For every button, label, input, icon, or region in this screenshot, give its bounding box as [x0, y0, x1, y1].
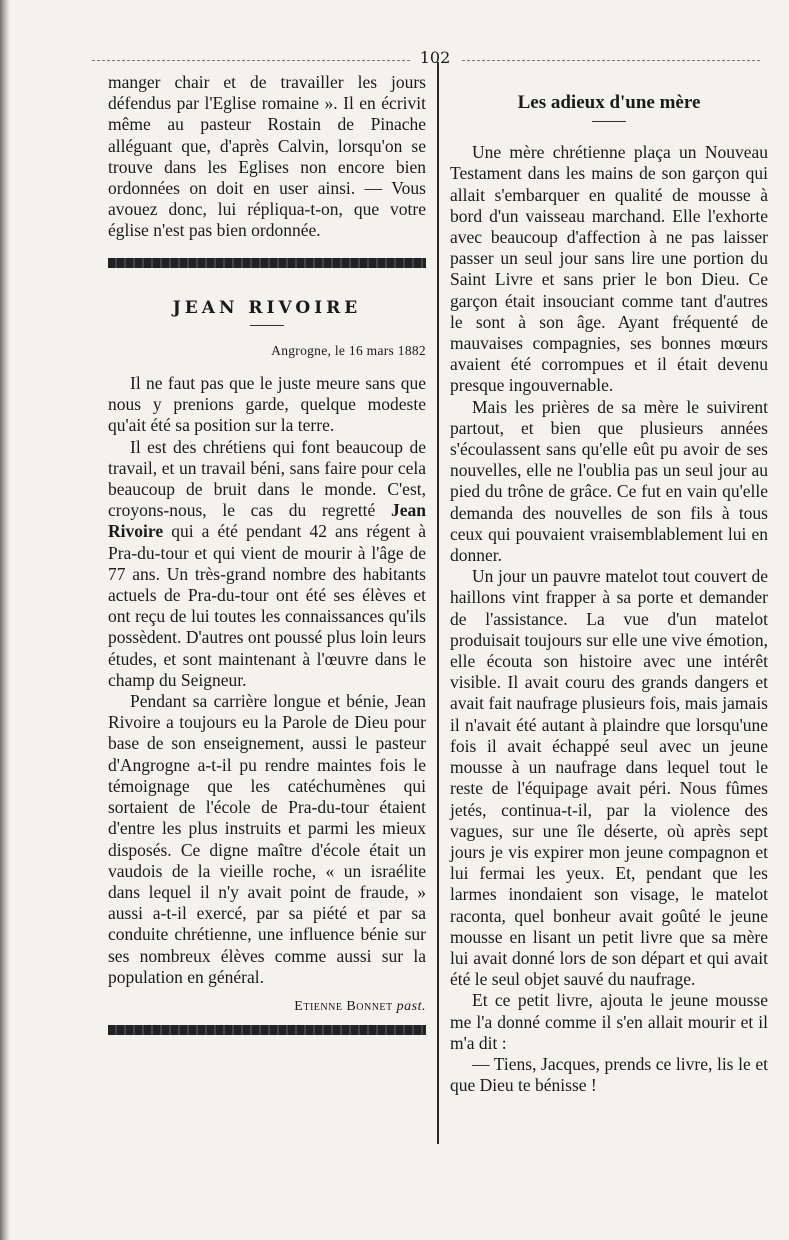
- paragraph-text: qui a été pendant 42 ans régent à Pra-du-tour et qui vient de mourir à l'âge de 77 ans. Un très-grand nombre des habitants actuels de Pra-du-tour ont été ses élèves et ont reçu de lui toutes les connaissances qu'ils possèdent. D'autres ont poussé plus loin leurs études, et sont maintenant à l'œuvre dans le champ du Seigneur.: [108, 521, 427, 690]
- person-name: Jean Rivoire: [108, 500, 426, 542]
- left-column: [108, 72, 426, 1035]
- section-rule: [108, 258, 426, 268]
- signature-name: Etienne Bonnet: [294, 998, 393, 1014]
- title-dash: [250, 325, 284, 326]
- continued-text: manger chair et de travailler les jours défendus par l'Eglise romaine ». Il en écrivit même au pasteur Rostain de Pinache alléguant que, d'après Calvin, lorsqu'on se trouve dans les Eglises non encore bien ordonnées on doit en user ainsi. — Vous avouez donc, lui répliqua-t-on, que votre église n'est pas bien ordonnée.: [108, 72, 426, 241]
- paragraph: — Tiens, Jacques, prends ce livre, lis le et que Dieu te bénisse !: [450, 1053, 768, 1096]
- column-divider: [437, 62, 439, 1144]
- paragraph: Mais les prières de sa mère le suivirent partout, et bien que plusieurs années s'écoulassent sans qu'elle eût pu avoir de ses nouvelles, elle ne l'oublia pas un seul jour au pied du trône de grâce. Ce fut en vain qu'elle demanda des nouvelles de son fils à tous ceux qui pouvaient vraisemblablement lui en donner.: [450, 396, 768, 566]
- paragraph: [108, 437, 426, 691]
- section-rule: [108, 1025, 426, 1035]
- title-dash: [592, 121, 626, 122]
- article-title-adieux: Les adieux d'une mère: [517, 92, 701, 113]
- article-title-jean-rivoire: JEAN RIVOIRE: [172, 297, 362, 318]
- scan-edge-shadow: [0, 0, 10, 1240]
- dateline: Angrogne, le 16 mars 1882: [271, 342, 426, 358]
- paragraph: Pendant sa carrière longue et bénie, Jean Rivoire a toujours eu la Parole de Dieu pour base de son enseignement, aussi le pasteur d'Angrogne a-t-il pu rendre maintes fois le témoignage que les catéchumènes qui sortaient de l'école de Pra-du-tour étaient d'entre les plus instruits et parmi les mieux disposés. Ce digne maître d'école était un vaudois de la vieille roche, « un israélite dans lequel il n'y avait point de fraude, » aussi a-t-il exercé, par sa piété et par sa conduite chrétienne, une influence bénie sur ses nombreux élèves comme aussi sur la population en général.: [108, 691, 426, 987]
- paragraph-text: Il est des chrétiens qui font beaucoup de travail, et un travail béni, sans faire pour cela beaucoup de bruit dans le monde. C'est, croyons-nous, le cas du regretté: [108, 436, 426, 521]
- page-number: 102: [410, 48, 460, 67]
- signature-title: past.: [396, 998, 426, 1014]
- paragraph: Et ce petit livre, ajouta le jeune mousse me l'a donné comme il s'en allait mourir et il m'a dit :: [450, 990, 768, 1053]
- paragraph: Il ne faut pas que le juste meure sans que nous y prenions garde, quelque modeste qu'ait été sa position sur la terre.: [108, 373, 426, 436]
- paragraph: Une mère chrétienne plaça un Nouveau Testament dans les mains de son garçon qui allait s'embarquer en qualité de mousse à bord d'un vaisseau marchand. Elle l'exhorte avec beaucoup d'affection à ne pas laisser passer un seul jour sans lire une portion du Saint Livre et sans prier le bon Dieu. Ce garçon était insouciant comme tant d'autres le sont à son âge. Ayant fréquenté de mauvaises compagnies, ses bonnes mœurs avaient été corrompues et il était devenu presque ingouvernable.: [450, 142, 768, 396]
- signature: [108, 996, 426, 1017]
- paragraph: Un jour un pauvre matelot tout couvert de haillons vint frapper à sa porte et demander de l'assistance. La vue d'un matelot produisait toujours sur elle une vive émotion, elle écouta son histoire avec une intérêt visible. Il avait couru des grands dangers et avait fait naufrage plusieurs fois, mais jamais il n'avait été autant à plaindre que lorsqu'une fois il avait échappé seul avec un jeune mousse à un naufrage dans lequel tout le reste de l'équipage avait péri. Nous fûmes jetés, continua-t-il, par la violence des vagues, sur une île déserte, où après sept jours je vis expirer mon jeune compagnon et lui fermai les yeux. Et, pendant que les larmes inondaient son visage, le matelot raconta, quel bonheur avait goûté le jeune mousse en lisant un petit livre que sa mère lui avait donné lors de son départ et qui avait été le seul objet sauvé du naufrage.: [450, 566, 768, 990]
- right-column: [450, 72, 768, 1096]
